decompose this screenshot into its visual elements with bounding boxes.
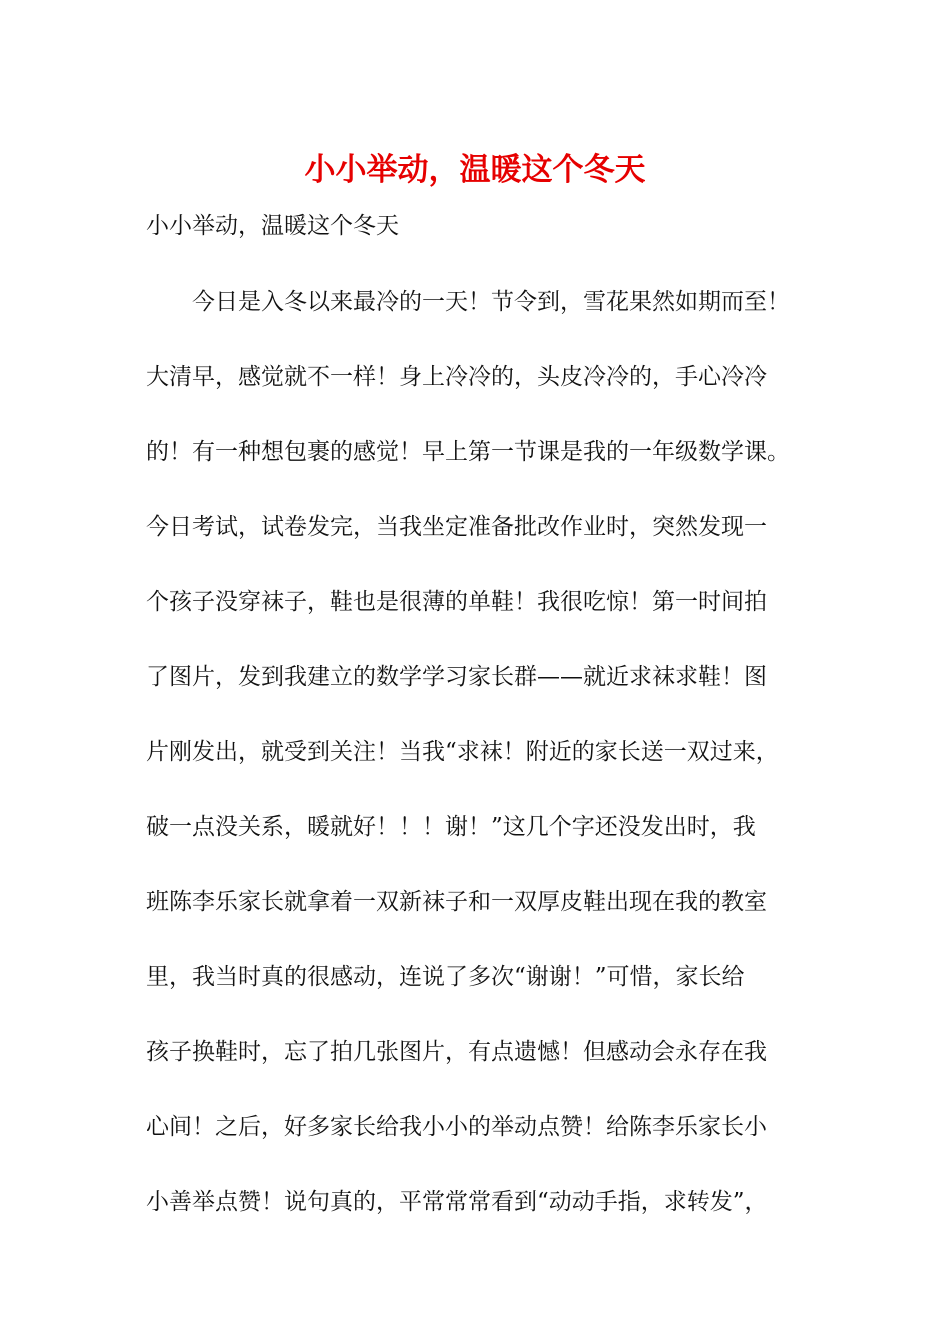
- document-title: 小小举动，温暖这个冬天: [304, 152, 646, 188]
- paragraph-line: 了图片，发到我建立的数学学习家长群——就近求袜求鞋！图: [146, 664, 767, 690]
- paragraph-line: 孩子换鞋时，忘了拍几张图片，有点遗憾！但感动会永存在我: [146, 1039, 767, 1065]
- paragraph-line: 小善举点赞！说句真的，平常常常看到“动动手指，求转发”，: [146, 1189, 768, 1215]
- paragraph-line: 个孩子没穿袜子，鞋也是很薄的单鞋！我很吃惊！第一时间拍: [146, 589, 767, 615]
- paragraph-line: 大清早，感觉就不一样！身上冷冷的，头皮冷冷的，手心冷冷: [146, 364, 767, 390]
- paragraph-line: 片刚发出，就受到关注！当我“求袜！附近的家长送一双过来，: [146, 739, 779, 765]
- paragraph-line: 破一点没关系，暖就好！！！谢！”这几个字还没发出时，我: [146, 814, 756, 840]
- paragraph-line: 今日是入冬以来最冷的一天！节令到，雪花果然如期而至！: [192, 289, 790, 315]
- paragraph-line: 今日考试，试卷发完，当我坐定准备批改作业时，突然发现一: [146, 514, 767, 540]
- paragraph-line: 心间！之后，好多家长给我小小的举动点赞！给陈李乐家长小: [146, 1114, 767, 1140]
- document-body: [146, 286, 826, 1261]
- paragraph-line: 里，我当时真的很感动，连说了多次“谢谢！”可惜，家长给: [146, 964, 745, 990]
- paragraph-line: 的！有一种想包裹的感觉！早上第一节课是我的一年级数学课。: [146, 439, 790, 465]
- document-subtitle: 小小举动，温暖这个冬天: [146, 213, 399, 239]
- paragraph-line: 班陈李乐家长就拿着一双新袜子和一双厚皮鞋出现在我的教室: [146, 889, 767, 915]
